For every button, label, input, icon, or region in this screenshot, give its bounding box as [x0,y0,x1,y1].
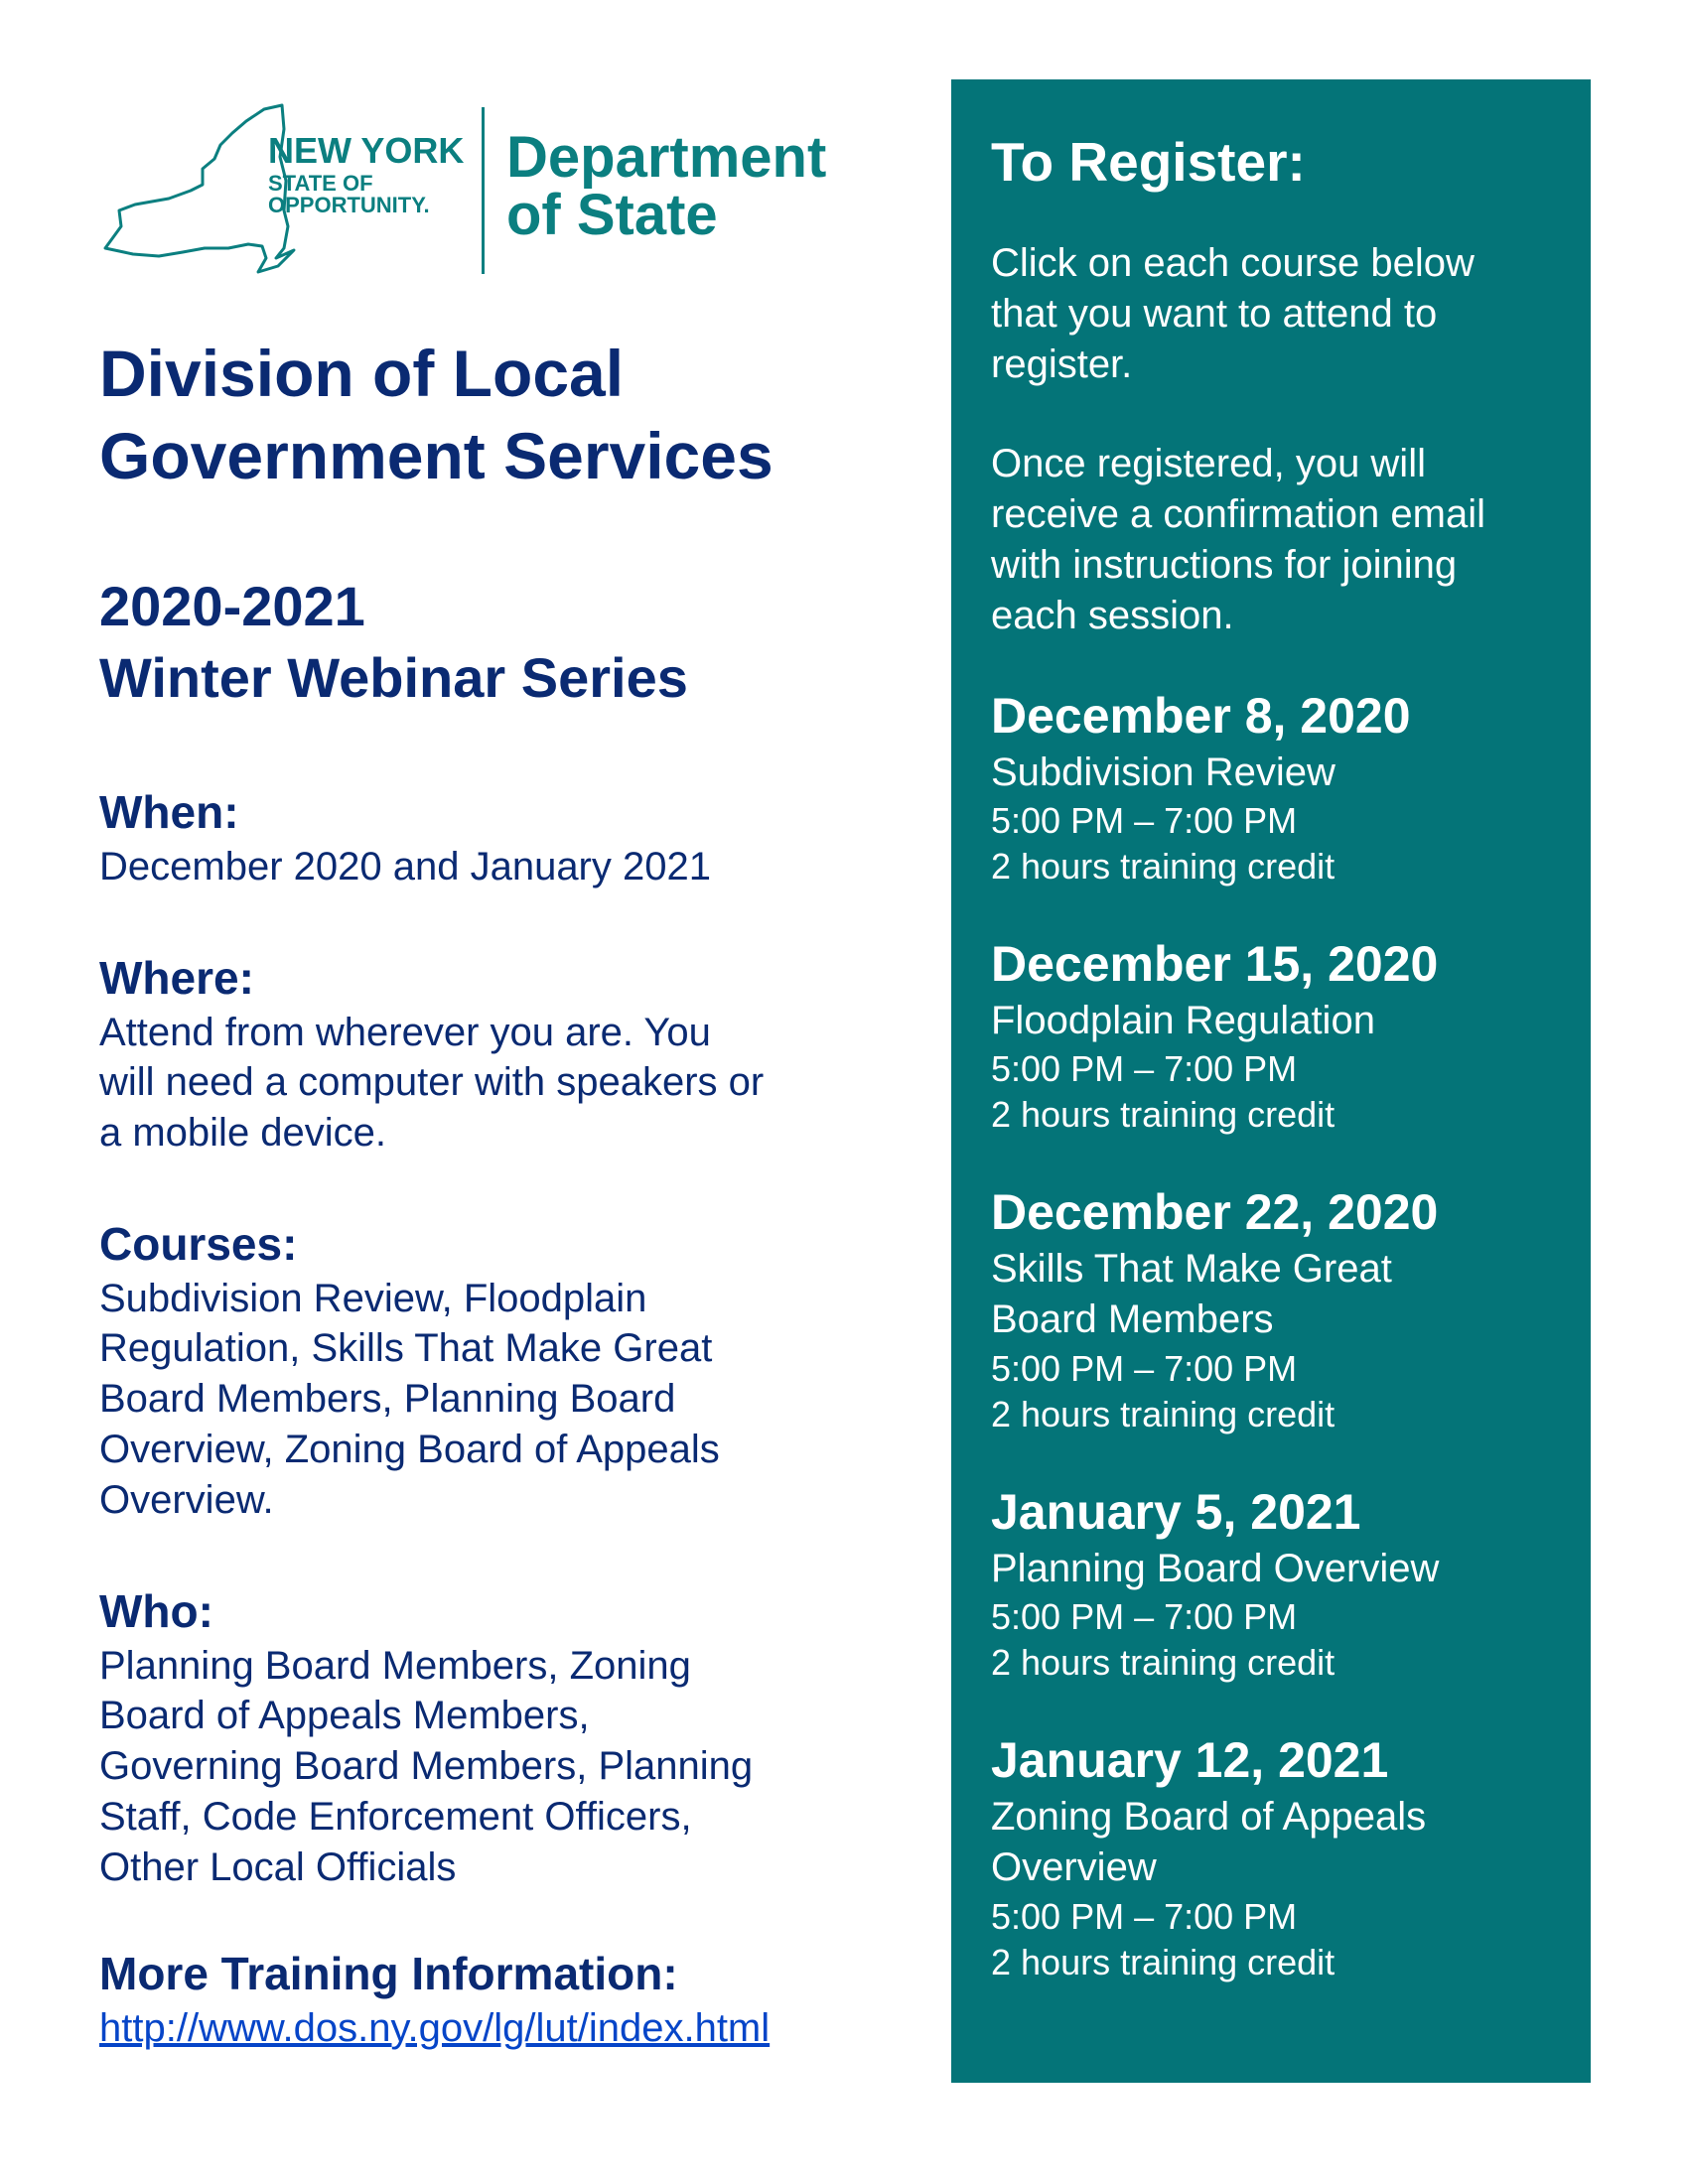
courses-line3: Board Members, Planning Board [99,1377,676,1422]
session-date: January 5, 2021 [991,1483,1361,1540]
ny-wordmark-line2: STATE OF [268,171,373,196]
session-course-link[interactable] [991,1244,1551,1345]
dept-line2: of State [506,183,718,247]
training-info-link[interactable]: http://www.dos.ny.gov/lg/lut/index.html [99,2005,771,2050]
more-training-section [99,1946,874,2053]
dept-line1: Department [506,125,827,190]
session-course-link[interactable]: Planning Board Overview [991,1546,1440,1590]
when-section [99,784,874,891]
where-line1: Attend from wherever you are. You [99,1010,711,1054]
session-course-link[interactable]: Subdivision Review [991,750,1336,794]
who-label: Who: [99,1585,213,1637]
ny-wordmark-line3: OPPORTUNITY. [268,193,430,217]
who-line2: Board of Appeals Members, [99,1694,590,1738]
register-p1-line2: that you want to attend to [991,291,1438,336]
division-heading-line2: Government Services [99,419,774,493]
session-time: 5:00 PM – 7:00 PM [991,1895,1298,1937]
courses-line4: Overview, Zoning Board of Appeals [99,1427,720,1471]
more-training-label: More Training Information: [99,1948,678,1999]
register-p2-line2: receive a confirmation email [991,492,1485,537]
courses-line2: Regulation, Skills That Make Great [99,1326,713,1371]
session-credit: 2 hours training credit [991,845,1336,887]
session-course-line2: Overview [991,1845,1157,1890]
session-date: December 8, 2020 [991,687,1411,744]
division-heading [99,333,874,497]
session-time: 5:00 PM – 7:00 PM [991,1595,1298,1637]
register-confirmation-note [991,439,1551,640]
register-p2-line1: Once registered, you will [991,442,1426,486]
division-heading-line1: Division of Local [99,337,625,410]
session-course-line2: Board Members [991,1297,1274,1342]
series-heading-line2: Winter Webinar Series [99,645,688,709]
register-instructions [991,238,1551,389]
department-of-state-wordmark [506,125,827,247]
series-heading [99,571,874,713]
register-p2-line3: with instructions for joining [991,542,1458,587]
when-label: When: [99,786,239,838]
series-heading-line1: 2020-2021 [99,575,365,637]
ny-wordmark [268,130,465,217]
register-panel [951,79,1591,2083]
who-line4: Staff, Code Enforcement Officers, [99,1794,692,1839]
who-line3: Governing Board Members, Planning [99,1744,754,1789]
who-section [99,1583,874,1892]
logo-divider [482,107,485,274]
session-credit: 2 hours training credit [991,1642,1336,1684]
session-item [991,1733,1551,1985]
session-time: 5:00 PM – 7:00 PM [991,1048,1298,1090]
who-line5: Other Local Officials [99,1844,457,1889]
session-item [991,689,1551,889]
when-text: December 2020 and January 2021 [99,844,711,888]
register-p1-line1: Click on each course below [991,241,1475,285]
courses-line5: Overview. [99,1477,274,1522]
session-credit: 2 hours training credit [991,1941,1336,1982]
courses-label: Courses: [99,1218,298,1270]
register-p2-line4: each session. [991,593,1234,637]
session-item [991,1185,1551,1437]
session-course-line1: Zoning Board of Appeals [991,1795,1427,1840]
courses-line1: Subdivision Review, Floodplain [99,1276,647,1320]
session-date: December 22, 2020 [991,1184,1439,1241]
session-date: January 12, 2021 [991,1732,1389,1789]
where-label: Where: [99,952,254,1004]
courses-section [99,1216,874,1525]
session-date: December 15, 2020 [991,935,1439,992]
ny-wordmark-line1: NEW YORK [268,130,465,171]
who-line1: Planning Board Members, Zoning [99,1643,691,1688]
register-title: To Register: [991,131,1306,193]
session-item [991,1485,1551,1686]
register-p1-line3: register. [991,341,1133,386]
session-time: 5:00 PM – 7:00 PM [991,1347,1298,1389]
where-line3: a mobile device. [99,1111,387,1156]
where-line2: will need a computer with speakers or [99,1060,765,1105]
session-item [991,937,1551,1138]
session-course-line1: Skills That Make Great [991,1247,1392,1292]
where-section [99,950,874,1159]
session-course-link[interactable]: Floodplain Regulation [991,998,1375,1042]
nys-dos-logo [99,99,854,288]
session-credit: 2 hours training credit [991,1094,1336,1136]
session-credit: 2 hours training credit [991,1393,1336,1434]
session-course-link[interactable] [991,1792,1551,1893]
session-time: 5:00 PM – 7:00 PM [991,799,1298,841]
